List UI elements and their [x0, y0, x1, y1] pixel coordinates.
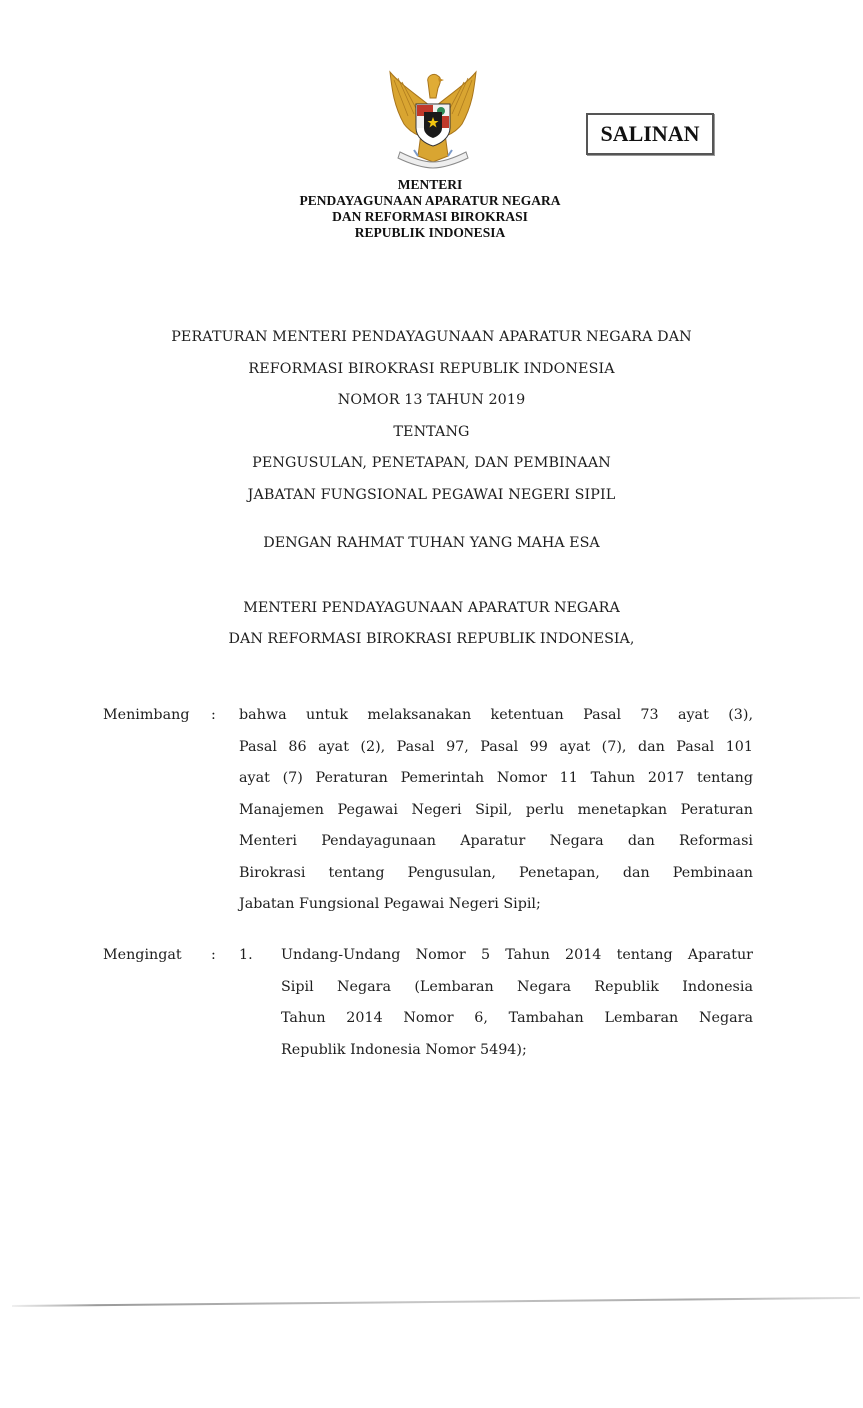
salinan-stamp: SALINAN [586, 113, 714, 155]
mengingat-colon: : [211, 947, 216, 963]
institution-line: REPUBLIK INDONESIA [354, 225, 506, 240]
institution-header [230, 177, 630, 241]
title-line: REFORMASI BIROKRASI REPUBLIK INDONESIA [248, 360, 615, 377]
paragraph-line: Undang-Undang Nomor 5 Tahun 2014 tentang Aparatur [281, 947, 753, 963]
paragraph-line: bahwa untuk melaksanakan ketentuan Pasal 73 ayat (3), [239, 707, 753, 723]
garuda-emblem-icon [378, 66, 488, 176]
invocation: DENGAN RAHMAT TUHAN YANG MAHA ESA [263, 535, 600, 551]
paragraph-line: Jabatan Fungsional Pegawai Negeri Sipil; [239, 896, 541, 912]
issuer-line: MENTERI PENDAYAGUNAAN APARATUR NEGARA [243, 600, 620, 616]
institution-line: PENDAYAGUNAAN APARATUR NEGARA [299, 193, 561, 208]
paragraph-line: Tahun 2014 Nomor 6, Tambahan Lembaran Negara [281, 1010, 753, 1026]
mengingat-item-text [281, 940, 753, 1066]
paragraph-line: Birokrasi tentang Pengusulan, Penetapan, dan Pembinaan [239, 864, 753, 881]
menimbang-text [239, 700, 753, 921]
institution-line: MENTERI [397, 177, 463, 192]
paragraph-line: Manajemen Pegawai Negeri Sipil, perlu menetapkan Peraturan [239, 801, 753, 818]
menimbang-label: Menimbang [103, 707, 190, 723]
paragraph-line: Republik Indonesia Nomor 5494); [281, 1041, 527, 1058]
paragraph-line: Menteri Pendayagunaan Aparatur Negara dan Reformasi [239, 833, 753, 849]
institution-line: DAN REFORMASI BIROKRASI [332, 209, 528, 224]
title-line: JABATAN FUNGSIONAL PEGAWAI NEGERI SIPIL [247, 486, 616, 503]
issuer [100, 593, 763, 655]
menimbang-colon: : [211, 707, 216, 723]
paragraph-line: Pasal 86 ayat (2), Pasal 97, Pasal 99 ayat (7), dan Pasal 101 [239, 738, 753, 755]
title-line: PERATURAN MENTERI PENDAYAGUNAAN APARATUR NEGARA DAN [171, 329, 692, 345]
paragraph-line: Sipil Negara (Lembaran Negara Republik Indonesia [281, 978, 753, 995]
title-line: TENTANG [393, 423, 470, 440]
page-edge-line [12, 1297, 860, 1307]
issuer-line: DAN REFORMASI BIROKRASI REPUBLIK INDONESIA, [228, 631, 635, 647]
title-line: NOMOR 13 TAHUN 2019 [337, 392, 526, 408]
mengingat-label: Mengingat [103, 947, 182, 963]
title-line: PENGUSULAN, PENETAPAN, DAN PEMBINAAN [252, 455, 611, 471]
regulation-title [100, 322, 763, 511]
paragraph-line: ayat (7) Peraturan Pemerintah Nomor 11 Tahun 2017 tentang [239, 770, 753, 786]
mengingat-item-number: 1. [239, 947, 253, 963]
